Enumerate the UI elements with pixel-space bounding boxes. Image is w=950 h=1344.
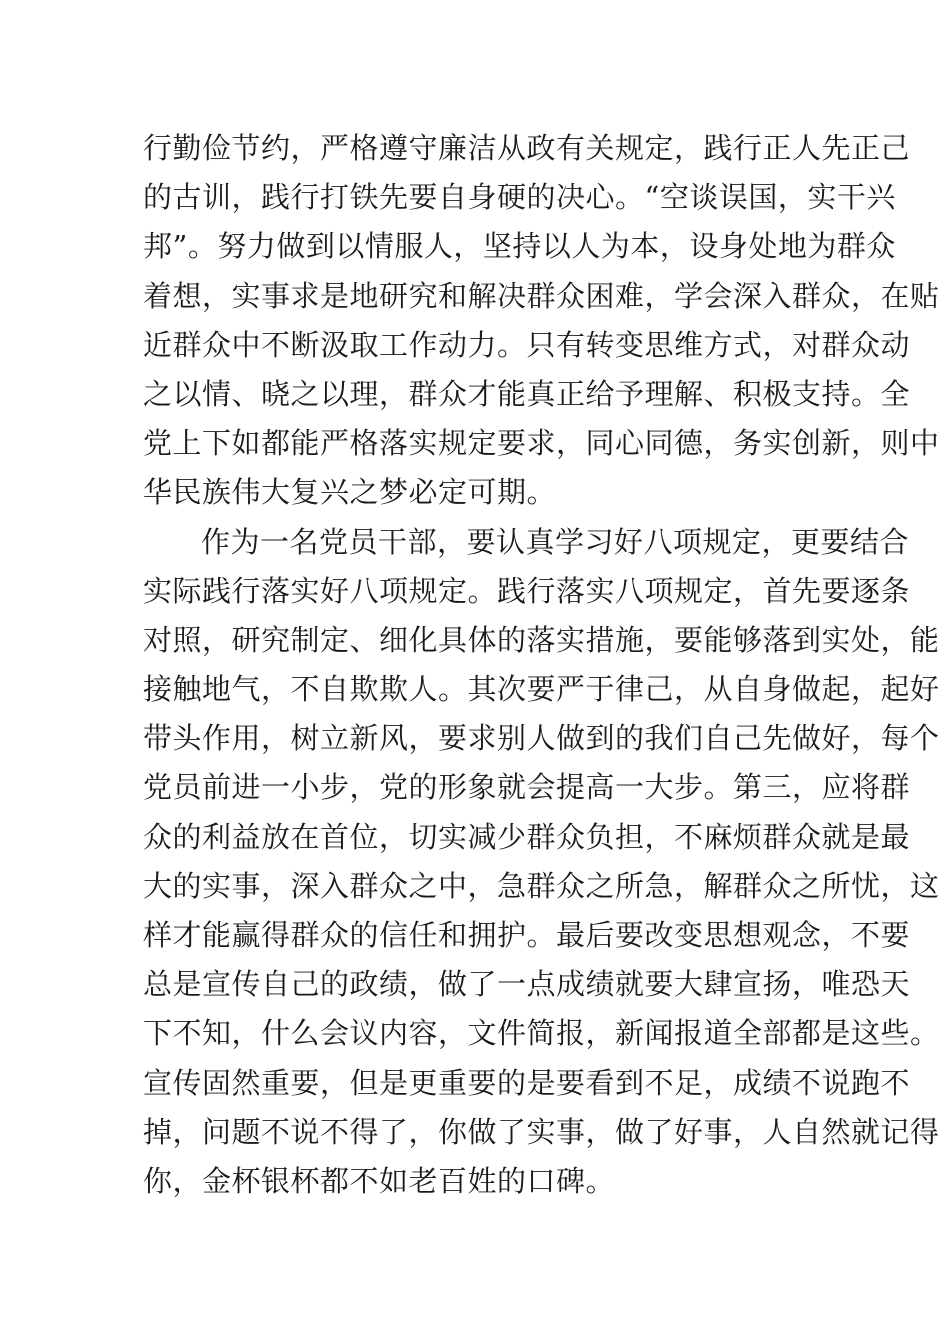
- text-line: 党员前进一小步，党的形象就会提高一大步。第三，应将群: [143, 770, 911, 805]
- text-line: 实际践行落实好八项规定。践行落实八项规定，首先要逐条: [143, 573, 911, 608]
- text-line: 着想，实事求是地研究和解决群众困难，学会深入群众，在贴: [143, 278, 940, 313]
- text-line: 下不知，什么会议内容，文件简报，新闻报道全部都是这些。: [143, 1016, 940, 1051]
- text-line: 之以情、晓之以理，群众才能真正给予理解、积极支持。全: [143, 376, 911, 411]
- text-line: 大的实事，深入群众之中，急群众之所急，解群众之所忧，这: [143, 868, 940, 903]
- document-body: [143, 124, 940, 1206]
- text-line: 的古训，践行打铁先要自身硬的决心。“空谈误国，实干兴: [143, 180, 896, 215]
- paragraph-2: [143, 518, 940, 1207]
- text-line: 党上下如都能严格落实规定要求，同心同德，务实创新，则中: [143, 426, 940, 461]
- text-line: 带头作用，树立新风，要求别人做到的我们自己先做好，每个: [143, 721, 940, 756]
- text-line: 作为一名党员干部，要认真学习好八项规定，更要结合: [201, 524, 910, 559]
- text-line: 华民族伟大复兴之梦必定可期。: [143, 475, 557, 510]
- text-line: 样才能赢得群众的信任和拥护。最后要改变思想观念，不要: [143, 918, 911, 952]
- text-line: 众的利益放在首位，切实减少群众负担，不麻烦群众就是最: [143, 819, 911, 854]
- text-line: 行勤俭节约，严格遵守廉洁从政有关规定，践行正人先正己: [143, 131, 911, 165]
- text-line: 近群众中不断汲取工作动力。只有转变思维方式，对群众动: [143, 327, 911, 362]
- text-line: 接触地气，不自欺欺人。其次要严于律己，从自身做起，起好: [143, 672, 940, 707]
- text-line: 对照，研究制定、细化具体的落实措施，要能够落到实处，能: [143, 622, 940, 657]
- text-line: 宣传固然重要，但是更重要的是要看到不足，成绩不说跑不: [143, 1065, 911, 1100]
- text-line: 总是宣传自己的政绩，做了一点成绩就要大肆宣扬，唯恐天: [143, 967, 911, 1002]
- text-line: 你，金杯银杯都不如老百姓的口碑。: [143, 1163, 616, 1198]
- paragraph-1: [143, 124, 940, 518]
- text-line: 邦”。努力做到以情服人，坚持以人为本，设身处地为群众: [143, 229, 896, 264]
- text-line: 掉，问题不说不得了，你做了实事，做了好事，人自然就记得: [143, 1114, 940, 1149]
